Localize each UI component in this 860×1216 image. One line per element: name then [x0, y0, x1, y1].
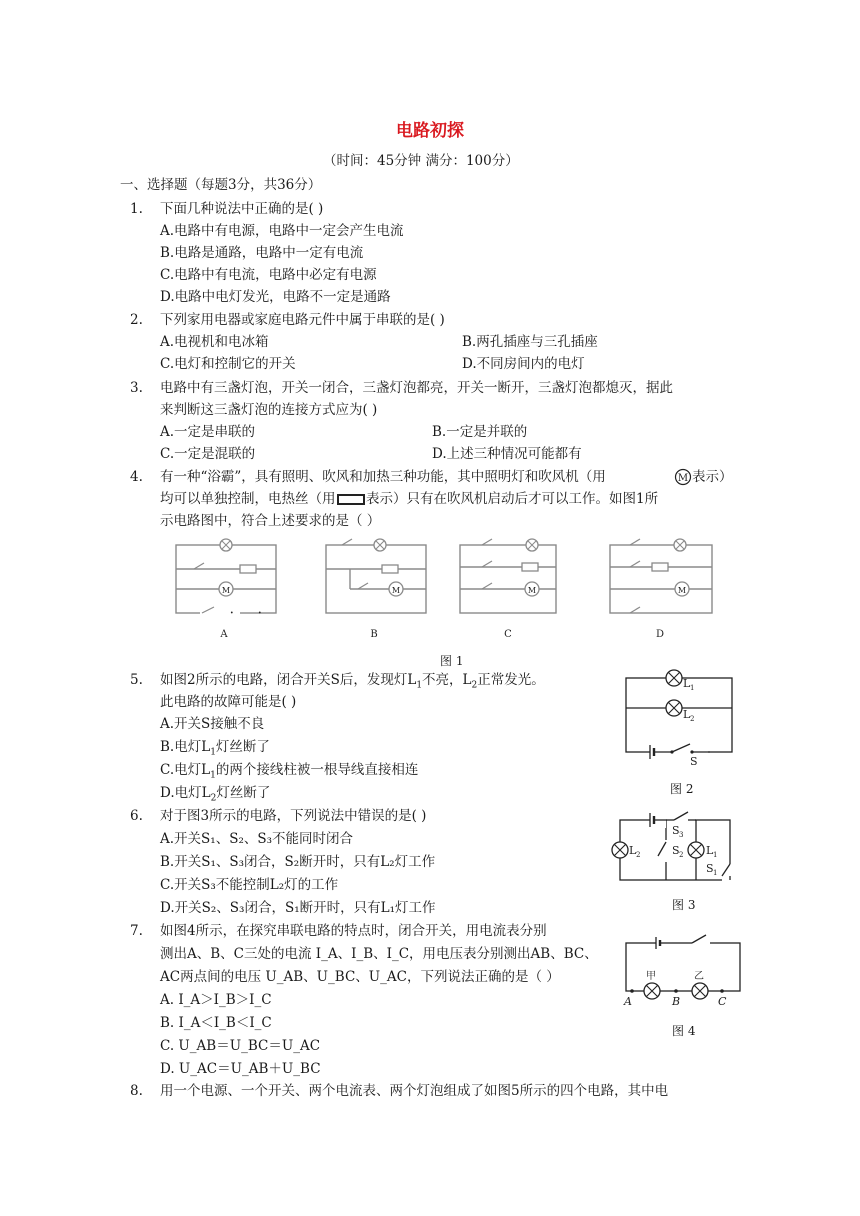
option-d: D.不同房间内的电灯 — [462, 356, 585, 372]
question-number: 8. — [130, 1083, 143, 1099]
fig3-s3-sub: 3 — [679, 831, 684, 839]
question-stem: 下面几种说法中正确的是( ) — [160, 201, 324, 217]
option-b: B.一定是并联的 — [432, 424, 528, 440]
option-a: A.开关S₁、S₂、S₃不能同时闭合 — [160, 831, 354, 847]
motor-symbol-label: M — [677, 473, 689, 484]
option-b: B.电灯$L_1$灯丝断了 — [160, 739, 270, 758]
fig3-s1: S — [706, 862, 714, 875]
lamp-l2: L — [462, 672, 472, 688]
fig4-yi: 乙 — [694, 971, 704, 982]
figure-caption: 图 3 — [672, 898, 696, 912]
question-stem-cont: 表示）只有在吹风机启动后才可以工作。如图1所 — [366, 491, 659, 507]
figure-label-c: C — [504, 629, 512, 640]
figure-caption: 图 1 — [440, 654, 464, 668]
question-number: 7. — [130, 923, 143, 939]
option-c: C.电灯和控制它的开关 — [160, 356, 296, 372]
lamp-l1: L — [407, 672, 417, 688]
option-c: C. U_AB＝U_BC＝U_AC — [160, 1038, 321, 1054]
fig3-s2: S — [672, 844, 680, 857]
figure-1 — [170, 535, 730, 645]
question-stem-cont: 此电路的故障可能是( ) — [160, 694, 297, 710]
question-stem-tail: 表示） — [692, 469, 733, 485]
fig3-l2: L — [629, 844, 637, 857]
option-d: D.电灯$L_2$灯丝断了 — [160, 785, 271, 804]
question-number: 4. — [130, 469, 143, 485]
motor-symbol — [674, 468, 692, 486]
fig3-l2-sub: 2 — [636, 851, 641, 859]
option-b: B.电路是通路，电路中一定有电流 — [160, 245, 364, 261]
stem-part: 不亮， — [422, 672, 463, 688]
figure-caption: 图 2 — [670, 782, 694, 796]
fig3-s2-sub: 2 — [679, 851, 684, 859]
question-stem: 对于图3所示的电路，下列说法中错误的是( ) — [160, 808, 427, 824]
fig3-s3: S — [672, 824, 680, 837]
option-c: C.电灯$L_1$的两个接线柱被一根导线直接相连 — [160, 762, 419, 781]
option-a: A.一定是串联的 — [160, 424, 256, 440]
figure-label-d: D — [655, 629, 665, 640]
question-stem: 用一个电源、一个开关、两个电流表、两个灯泡组成了如图5所示的四个电路，其中电 — [160, 1083, 669, 1099]
motor-label: M — [391, 586, 401, 595]
question-stem: 下列家用电器或家庭电路元件中属于串联的是( ) — [160, 312, 445, 328]
fig3-l1-sub: 1 — [713, 851, 718, 859]
fig3-s1-sub: 1 — [713, 869, 718, 877]
question-number: 1. — [130, 201, 143, 217]
option-b: B.开关S₁、S₃闭合，S₂断开时，只有L₂灯工作 — [160, 854, 436, 870]
option-b: B.两孔插座与三孔插座 — [462, 334, 598, 350]
circuit-b — [326, 539, 426, 640]
option-d: D.开关S₂、S₃闭合，S₁断开时，只有L₁灯工作 — [160, 900, 436, 916]
option-d: D.电路中电灯发光，电路不一定是通路 — [160, 289, 391, 305]
lamp-l1-sub: 1 — [416, 680, 423, 691]
question-stem: 如图4所示，在探究串联电路的特点时，闭合开关，用电流表分别 — [160, 923, 547, 939]
fig3-l1: L — [706, 844, 714, 857]
question-stem-cont: 来判断这三盏灯泡的连接方式应为( ) — [160, 402, 378, 418]
stem-part: 正常发光。 — [477, 672, 545, 688]
section-heading: 一、选择题（每题3分，共36分） — [120, 177, 322, 193]
question-number: 5. — [130, 672, 143, 688]
option-a: A.开关S接触不良 — [160, 716, 265, 732]
fig2-l1-sub: 1 — [690, 684, 695, 692]
figure-4 — [618, 935, 748, 1008]
question-number: 3. — [130, 380, 143, 396]
figure-label-b: B — [370, 629, 378, 640]
fig2-l1: L — [683, 677, 691, 690]
circuit-a — [176, 539, 276, 640]
question-number: 6. — [130, 808, 143, 824]
question-stem: 有一种“浴霸”，具有照明、吹风和加热三种功能，其中照明灯和吹风机（用 — [160, 469, 606, 485]
heater-symbol — [337, 494, 365, 506]
circuit-c — [460, 539, 556, 640]
figure-2 — [620, 672, 740, 772]
exam-meta: （时间：45分钟 满分：100分） — [323, 153, 519, 169]
fig4-jia: 甲 — [646, 971, 656, 982]
option-c: C.电路中有电流，电路中必定有电源 — [160, 267, 377, 283]
question-number: 2. — [130, 312, 143, 328]
figure-label-a: A — [220, 629, 228, 640]
option-b: B. I_A＜I_B＜I_C — [160, 1015, 272, 1031]
option-d: D. U_AC＝U_AB＋U_BC — [160, 1061, 321, 1077]
motor-label: M — [677, 586, 687, 595]
option-d: D.上述三种情况可能都有 — [432, 446, 582, 462]
lamp-l2-sub: 2 — [471, 680, 478, 691]
option-a: A. I_A＞I_B＞I_C — [160, 992, 272, 1008]
circuit-d — [610, 539, 712, 640]
option-c: C.开关S₃不能控制L₂灯的工作 — [160, 877, 339, 893]
question-stem-cont: AC两点间的电压 U_AB、U_BC、U_AC，下列说法正确的是（ ） — [160, 969, 560, 985]
figure-caption: 图 4 — [672, 1024, 696, 1038]
question-stem-cont: 均可以单独控制，电热丝（用 — [160, 491, 336, 507]
fig4-b: B — [672, 995, 681, 1008]
fig4-a: A — [624, 995, 632, 1008]
question-stem-cont: 测出A、B、C三处的电流 I_A、I_B、I_C，用电压表分别测出AB、BC、 — [160, 946, 598, 962]
option-a: A.电视机和电冰箱 — [160, 334, 269, 350]
question-stem-cont: 示电路图中，符合上述要求的是（ ） — [160, 513, 381, 529]
question-stem: 电路中有三盏灯泡，开关一闭合，三盏灯泡都亮，开关一断开，三盏灯泡都熄灭，据此 — [160, 380, 673, 396]
motor-label: M — [527, 586, 537, 595]
fig2-l2: L — [683, 708, 691, 721]
fig4-c: C — [718, 995, 727, 1008]
figure-3 — [610, 808, 740, 888]
fig2-s: S — [690, 755, 698, 768]
option-c: C.一定是混联的 — [160, 446, 256, 462]
option-a: A.电路中有电源，电路中一定会产生电流 — [160, 223, 404, 239]
fig2-l2-sub: 2 — [690, 715, 695, 723]
page-title: 电路初探 — [396, 121, 464, 141]
motor-label: M — [221, 586, 231, 595]
stem-part: 如图2所示的电路，闭合开关S后，发现灯 — [160, 672, 408, 688]
svg-text:•: • — [230, 610, 234, 617]
svg-text:•: • — [258, 610, 262, 617]
